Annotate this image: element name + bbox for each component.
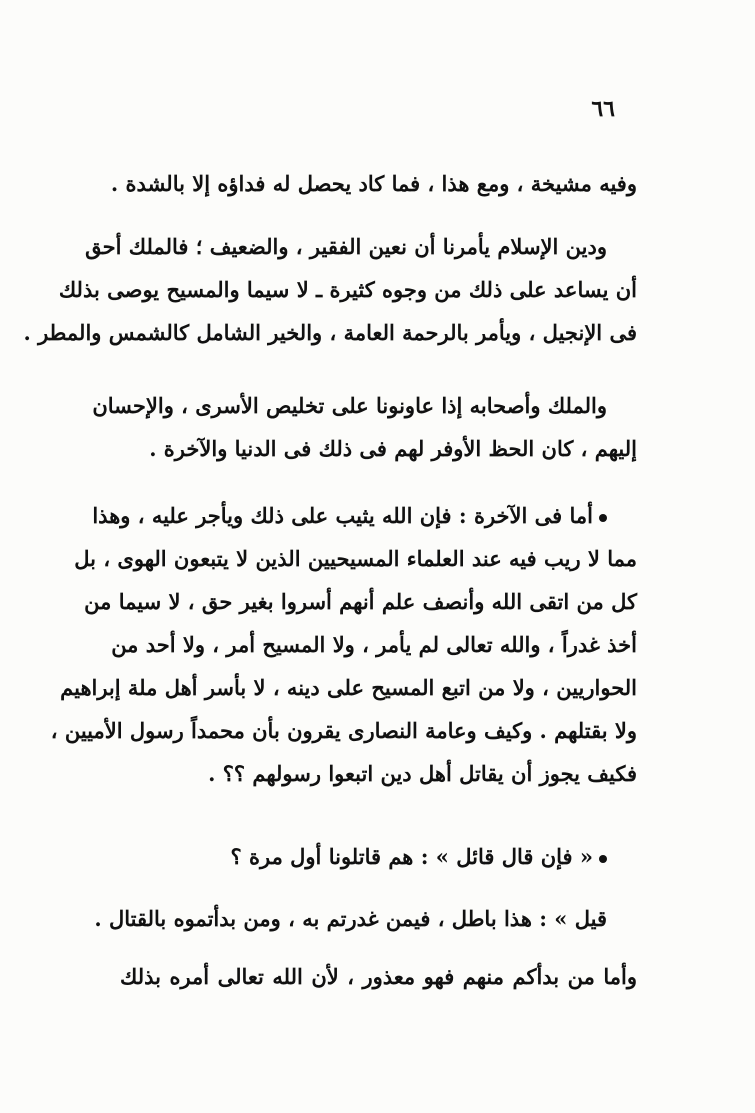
- text-line: الحواريين ، ولا من اتبع المسيح على دينه ، لا بأسر أهل ملة إبراهيم: [60, 675, 637, 700]
- text-line: [120, 835, 637, 878]
- bullet-icon: [599, 514, 607, 522]
- page-number: ٦٦: [591, 96, 615, 122]
- bullet-icon: [599, 855, 607, 863]
- text-line: أخذ غدراً ، والله تعالى لم يأمر ، ولا المسيح أمر ، ولا أحد من: [111, 632, 637, 657]
- paragraph-5: [120, 835, 637, 878]
- text-line: ودين الإسلام يأمرنا أن نعين الفقير ، والضعيف ؛ فالملك أحق: [85, 234, 607, 259]
- text-line-content: أما فى الآخرة : فإن الله يثيب على ذلك ويأجر عليه ، وهذا: [92, 503, 593, 528]
- paragraph-2: [23, 225, 637, 354]
- text-line: فى الإنجيل ، ويأمر بالرحمة العامة ، والخير الشامل كالشمس والمطر .: [23, 320, 637, 345]
- text-line: كل من اتقى الله وأنصف علم أنهم أسروا بغير حق ، لا سيما من: [84, 589, 637, 614]
- paragraph-4: [50, 494, 637, 795]
- text-line: فكيف يجوز أن يقاتل أهل دين اتبعوا رسولهم ؟؟ .: [208, 761, 637, 786]
- text-line: وفيه مشيخة ، ومع هذا ، فما كاد يحصل له فداؤه إلا بالشدة .: [110, 171, 637, 196]
- paragraph-1: [110, 162, 637, 205]
- text-line: والملك وأصحابه إذا عاونونا على تخليص الأسرى ، والإحسان: [92, 393, 607, 418]
- text-line: ولا بقتلهم . وكيف وعامة النصارى يقرون بأن محمداً رسول الأميين ،: [50, 718, 637, 743]
- text-line: مما لا ريب فيه عند العلماء المسيحيين الذين لا يتبعون الهوى ، بل: [74, 546, 637, 571]
- paragraph-7: [120, 955, 637, 998]
- paragraph-6: [94, 897, 637, 940]
- text-line-content: « فإن قال قائل » : هم قاتلونا أول مرة ؟: [230, 844, 593, 869]
- text-line: وأما من بدأكم منهم فهو معذور ، لأن الله تعالى أمره بذلك: [120, 964, 637, 989]
- text-line: أن يساعد على ذلك من وجوه كثيرة ـ لا سيما والمسيح يوصى بذلك: [58, 277, 637, 302]
- text-line: إليهم ، كان الحظ الأوفر لهم فى ذلك فى الدنيا والآخرة .: [149, 436, 637, 461]
- paragraph-3: [92, 384, 637, 470]
- text-line: [92, 494, 637, 537]
- text-line: قيل » : هذا باطل ، فيمن غدرتم به ، ومن بدأتموه بالقتال .: [94, 906, 607, 931]
